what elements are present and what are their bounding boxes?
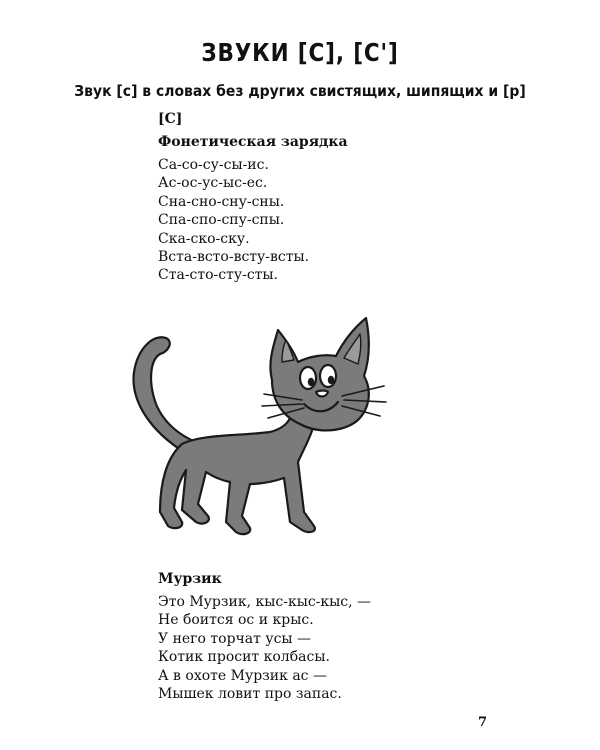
poem-line: Котик просит колбасы.: [158, 649, 330, 666]
exercise-line: Ас-ос-ус-ыс-ес.: [158, 175, 268, 192]
exercise-line: Ска-ско-ску.: [158, 230, 250, 247]
exercise-line: Сна-сно-сну-сны.: [158, 193, 285, 210]
exercise-lines: [158, 156, 309, 285]
exercise-heading: Фонетическая зарядка: [158, 134, 348, 150]
sound-mark: [С]: [158, 111, 183, 127]
poem-line: Не боится ос и крыс.: [158, 612, 314, 629]
poem-lines: [158, 593, 371, 703]
page-number: 7: [478, 715, 488, 730]
exercise-line: Ста-сто-сту-сты.: [158, 267, 279, 284]
exercise-line: Вста-всто-всту-всты.: [158, 249, 310, 266]
page-title: ЗВУКИ [С], [С']: [201, 38, 399, 67]
cat-illustration: [122, 312, 394, 544]
poem-line: У него торчат усы —: [158, 630, 312, 647]
poem-line: Мышек ловит про запас.: [158, 686, 342, 703]
poem-title: Мурзик: [158, 571, 222, 587]
poem-line: Это Мурзик, кыс-кыс-кыс, —: [158, 594, 372, 610]
exercise-line: Са-со-су-сы-ис.: [158, 157, 269, 173]
page-subtitle: Звук [с] в словах без других свистящих, шипящих и [р]: [74, 82, 526, 100]
exercise-line: Спа-спо-спу-спы.: [158, 212, 285, 229]
poem-line: А в охоте Мурзик ас —: [158, 667, 327, 684]
